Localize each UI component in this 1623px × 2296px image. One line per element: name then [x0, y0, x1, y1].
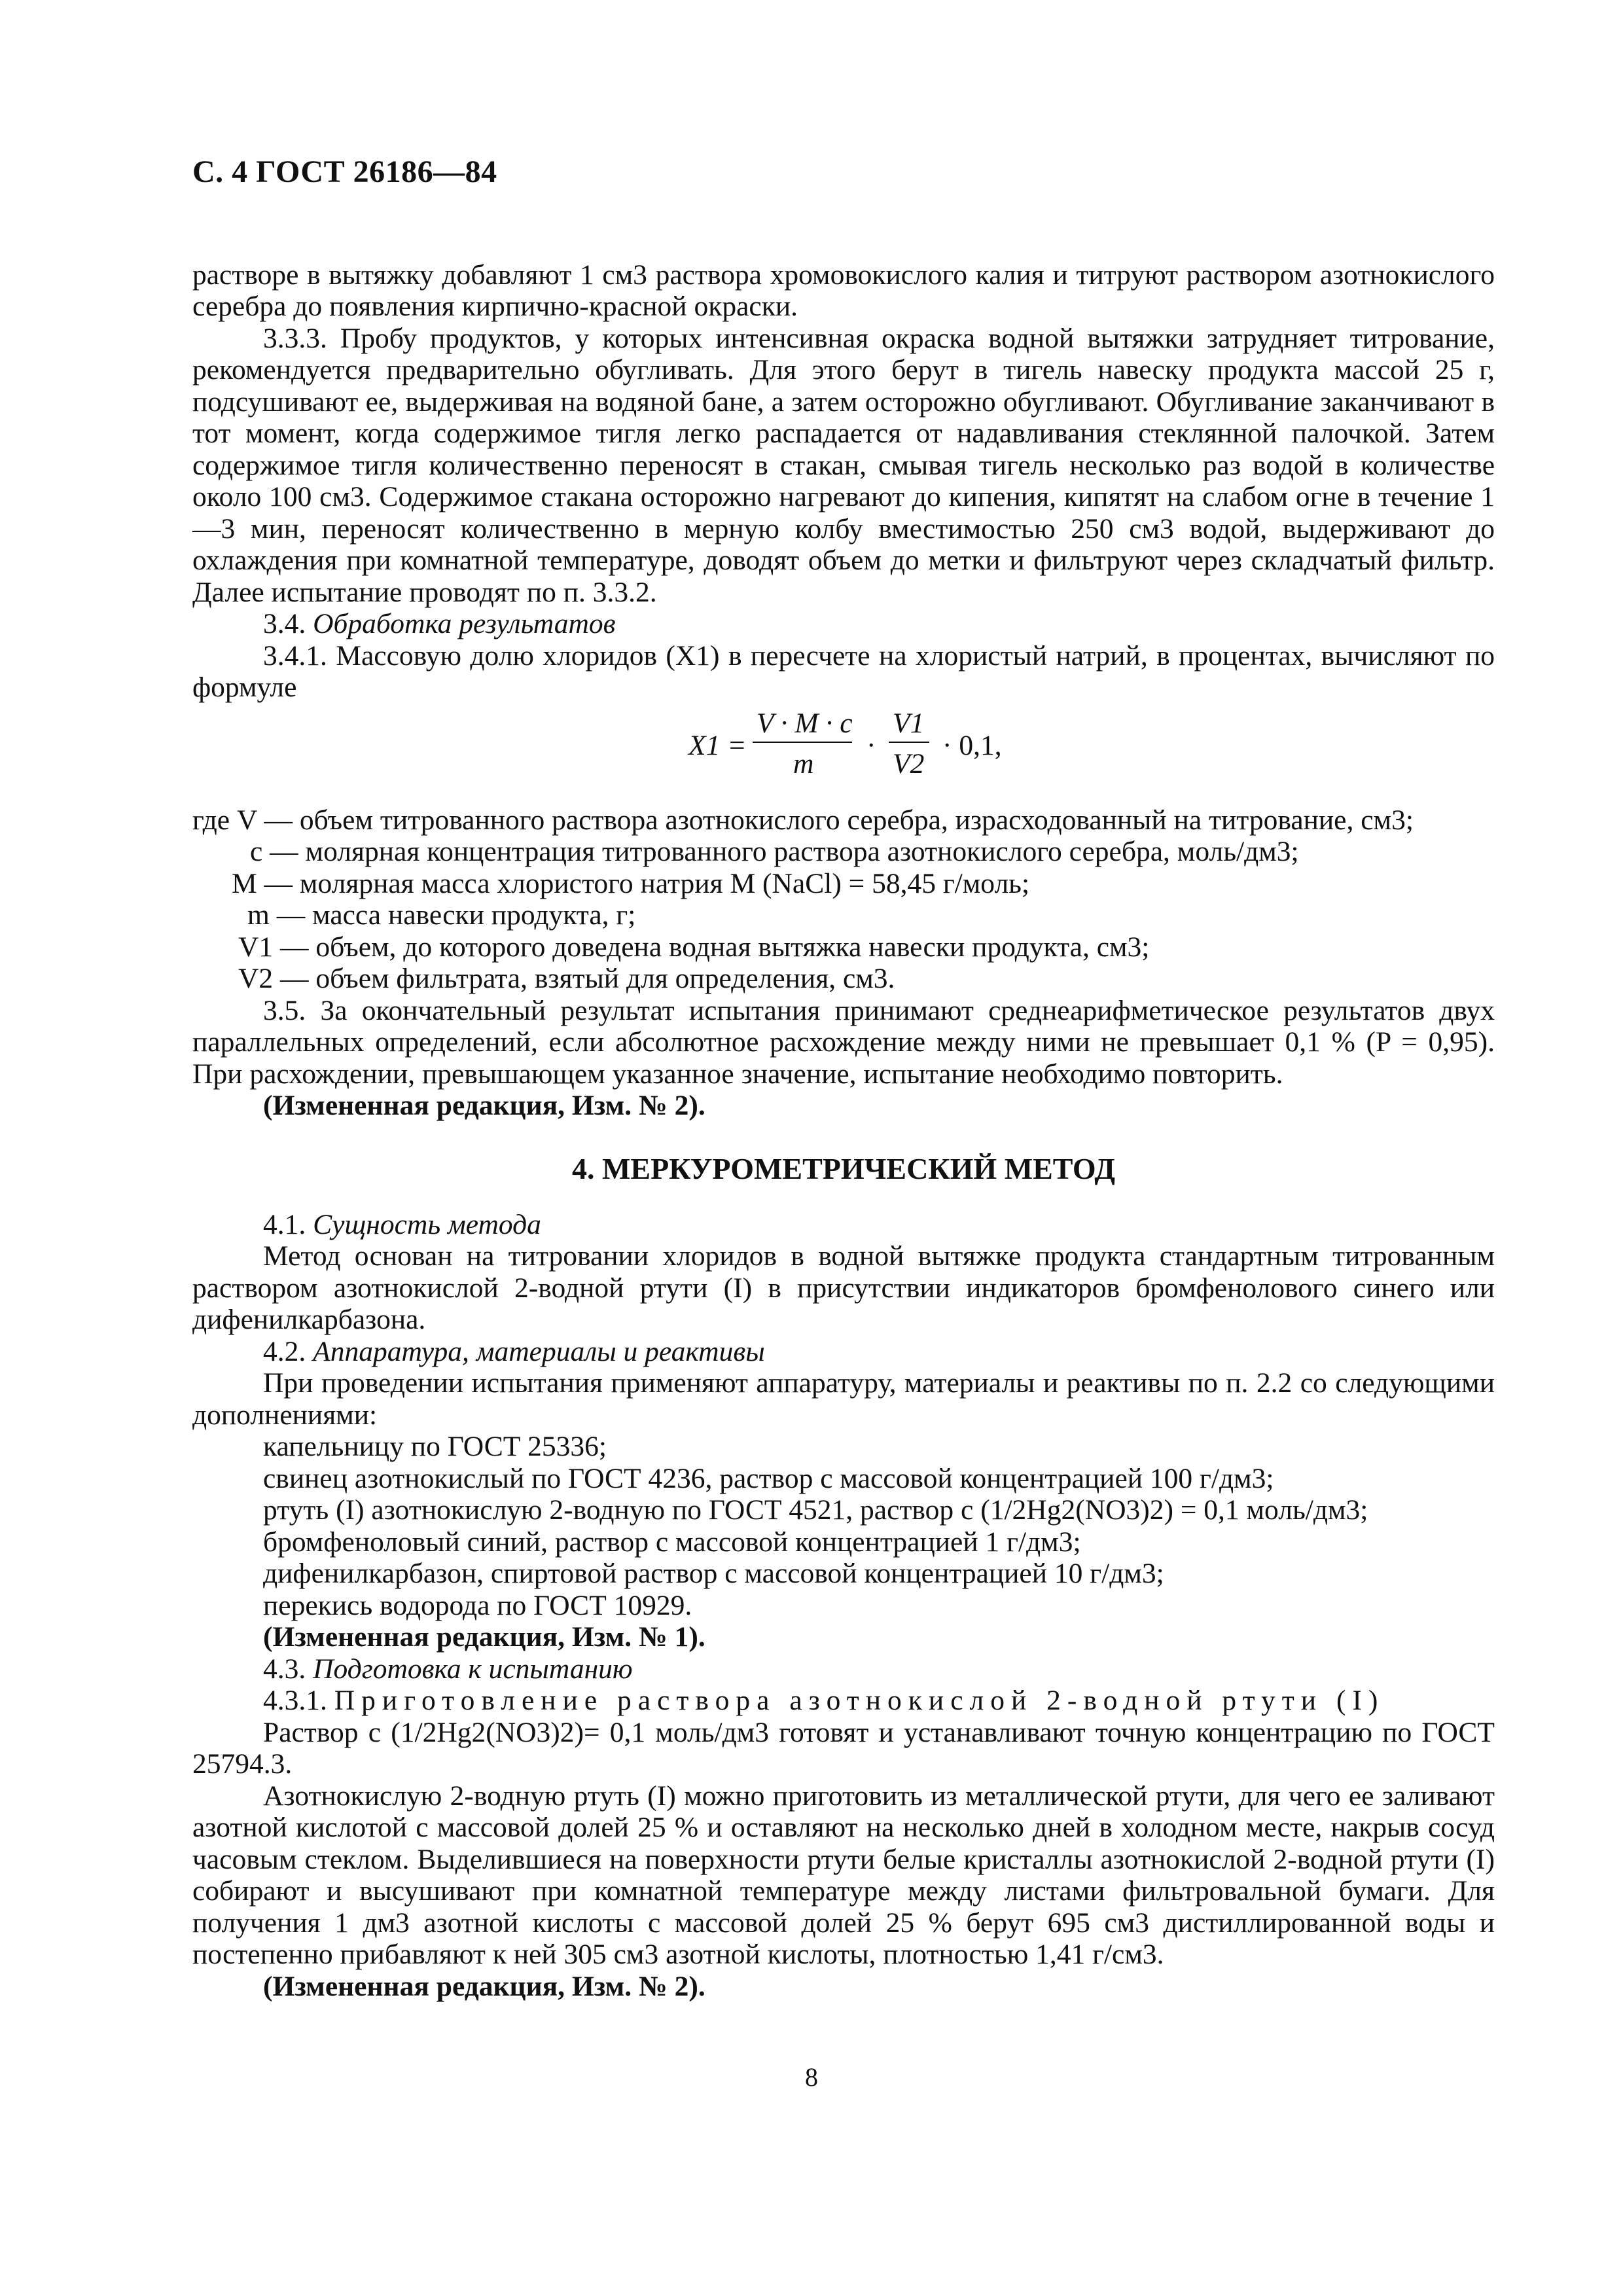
definition-v: где V — объем титрованного раствора азотнокислого серебра, израсходованный на титрование, см3; — [192, 804, 1414, 836]
list-item: бромфеноловый синий, раствор с массовой концентрацией 1 г/дм3; — [263, 1526, 1081, 1558]
page-number: 8 — [805, 2062, 818, 2092]
formula-denominator-1: m — [793, 747, 814, 780]
definition-m-molar: M — молярная масса хлористого натрия M (NaCl) = 58,45 г/моль; — [232, 867, 1030, 899]
section-4-title: 4. МЕРКУРОМЕТРИЧЕСКИЙ МЕТОД — [571, 1151, 1116, 1185]
heading-4-1-number: 4.1. — [263, 1208, 306, 1240]
heading-3-4 — [192, 608, 1495, 640]
list-item: капельницу по ГОСТ 25336; — [263, 1431, 607, 1463]
formula-x1 — [192, 708, 1495, 798]
heading-4-1 — [192, 1209, 1495, 1241]
heading-4-2-number: 4.2. — [263, 1335, 306, 1367]
paragraph-intro: растворе в вытяжку добавляют 1 см3 раствора хромовокислого калия и титруют раствором азотнокислого серебра до появления кирпично-красной окраски. — [192, 259, 1495, 323]
paragraph-4-3-1-a: Раствор c (1/2Hg2(NO3)2)= 0,1 моль/дм3 готовят и устанавливают точную концентрацию по ГОСТ 25794.3. — [192, 1716, 1495, 1780]
heading-4-3-1 — [192, 1685, 1495, 1717]
definition-m-mass: m — масса навески продукта, г; — [247, 899, 636, 931]
list-item: свинец азотнокислый по ГОСТ 4236, раствор с массовой концентрацией 100 г/дм3; — [263, 1462, 1274, 1494]
formula-lhs: X1 = — [688, 729, 747, 761]
amendment-note-2b: (Измененная редакция, Изм. № 2). — [263, 1970, 705, 2002]
page-header: С. 4 ГОСТ 26186—84 — [192, 154, 497, 189]
fraction-bar-1 — [753, 742, 852, 743]
heading-4-3-number: 4.3. — [263, 1653, 306, 1685]
formula-denominator-2: V2 — [893, 747, 925, 780]
variable-definitions — [192, 804, 1495, 995]
paragraph-4-2: При проведении испытания применяют аппаратуру, материалы и реактивы по п. 2.2 со следующими дополнениями: — [192, 1367, 1495, 1431]
heading-4-1-title: Сущность метода — [313, 1208, 541, 1240]
definition-c: c — молярная концентрация титрованного раствора азотнокислого серебра, моль/дм3; — [250, 836, 1299, 868]
definition-v2: V2 — объем фильтрата, взятый для определения, см3. — [238, 963, 895, 995]
formula-dot: · — [866, 729, 876, 761]
heading-3-4-number: 3.4. — [263, 608, 306, 640]
paragraph-4-1: Метод основан на титровании хлоридов в водной вытяжке продукта стандартным титрованным раствором азотнокислой 2-водной ртути (I) в присутствии индикаторов бромфенолового синего или дифенилкарбазона. — [192, 1240, 1495, 1336]
amendment-note-2a: (Измененная редакция, Изм. № 2). — [263, 1090, 705, 1122]
paragraph-3-5: 3.5. За окончательный результат испытания принимают среднеарифметическое результатов двух параллельных определений, если абсолютное расхождение между ними не превышает 0,1 % (P = 0,95). При расхождении, превышающем указанное значение, испытание необходимо повторить. — [192, 994, 1495, 1090]
list-item: дифенилкарбазон, спиртовой раствор с массовой концентрацией 10 г/дм3; — [263, 1558, 1164, 1590]
paragraph-4-3-1-b: Азотнокислую 2-водную ртуть (I) можно приготовить из металлической ртути, для чего ее заливают азотной кислотой с массовой долей 25 % и оставляют на несколько дней в холодном месте, накрыв сосуд часовым стеклом. Выделившиеся на поверхности ртути белые кристаллы азотнокислой 2-водной ртути (I) собирают и высушивают при комнатной температуре между листами фильтровальной бумаги. Для получения 1 дм3 азотной кислоты с массовой долей 25 % берут 695 см3 дистиллированной воды и постепенно прибавляют к ней 305 см3 азотной кислоты, плотностью 1,41 г/см3. — [192, 1780, 1495, 1971]
formula-numerator-1: V · M · c — [757, 707, 853, 739]
fraction-bar-2 — [889, 742, 929, 743]
heading-4-3-1-number: 4.3.1. — [263, 1685, 327, 1717]
list-item: ртуть (I) азотнокислую 2-водную по ГОСТ 4521, раствор c (1/2Hg2(NO3)2) = 0,1 моль/дм3; — [263, 1494, 1368, 1526]
heading-4-2-title: Аппаратура, материалы и реактивы — [313, 1335, 765, 1367]
list-item: перекись водорода по ГОСТ 10929. — [263, 1589, 692, 1621]
definition-v1: V1 — объем, до которого доведена водная вытяжка навески продукта, см3; — [238, 931, 1150, 963]
paragraph-3-4-1: 3.4.1. Массовую долю хлоридов (X1) в пересчете на хлористый натрий, в процентах, вычисляют по формуле — [192, 639, 1495, 704]
heading-4-3-title: Подготовка к испытанию — [313, 1653, 633, 1685]
document-page — [192, 154, 1495, 2002]
formula-tail: · 0,1, — [942, 729, 1002, 761]
heading-4-3-1-title: Приготовление раствора азотнокислой 2-водной ртути (I) — [334, 1685, 1385, 1717]
paragraph-3-3-3: 3.3.3. Пробу продуктов, у которых интенсивная окраска водной вытяжки затрудняет титрование, рекомендуется предварительно обугливать. Для этого берут в тигель навеску продукта массой 25 г, подсушивают ее, выдерживая на водяной бане, а затем осторожно обугливают. Обугливание заканчивают в тот момент, когда содержимое тигля легко распадается от надавливания стеклянной палочкой. Затем содержимое тигля количественно переносят в стакан, смывая тигель несколько раз водой в количестве около 100 см3. Содержимое стакана осторожно нагревают до кипения, кипятят на слабом огне в течение 1—3 мин, переносят количественно в мерную колбу вместимостью 250 см3 водой, выдерживают до охлаждения при комнатной температуре, доводят объем до метки и фильтруют через складчатый фильтр. Далее испытание проводят по п. 3.3.2. — [192, 322, 1495, 608]
heading-3-4-title: Обработка результатов — [313, 608, 616, 640]
heading-4-3 — [192, 1653, 1495, 1685]
amendment-note-1: (Измененная редакция, Изм. № 1). — [263, 1621, 705, 1653]
formula-numerator-2: V1 — [893, 707, 925, 739]
heading-4-2 — [192, 1336, 1495, 1368]
